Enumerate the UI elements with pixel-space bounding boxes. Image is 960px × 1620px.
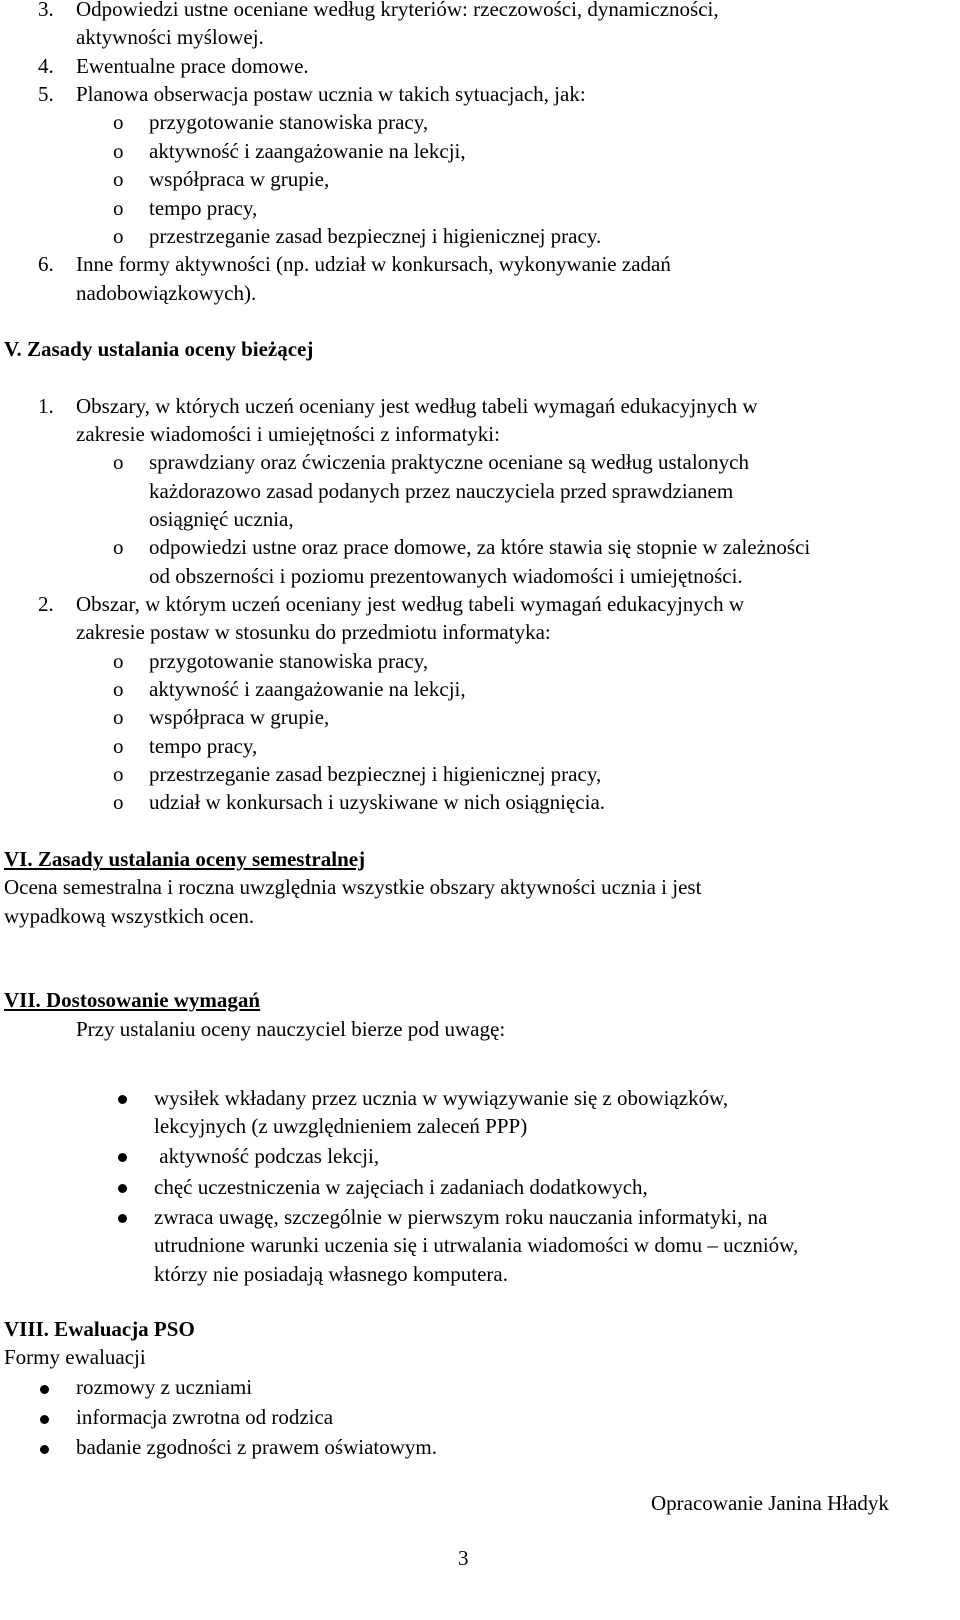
circle-marker: o bbox=[113, 224, 124, 248]
bullet-icon bbox=[118, 1153, 127, 1162]
bullet-item: wysiłek wkładany przez ucznia w wywiązywanie się z obowiązków, bbox=[154, 1086, 729, 1110]
list-number: 2. bbox=[38, 592, 54, 616]
circle-marker: o bbox=[113, 196, 124, 220]
section-heading: VI. Zasady ustalania oceny semestralnej bbox=[4, 847, 366, 871]
list-item-text: Odpowiedzi ustne oceniane według kryteriów: rzeczowości, dynamiczności, bbox=[76, 0, 719, 21]
list-item-text: Obszary, w których uczeń oceniany jest według tabeli wymagań edukacyjnych w bbox=[76, 394, 758, 418]
sub-list-item: przygotowanie stanowiska pracy, bbox=[149, 649, 429, 673]
sub-heading: Formy ewaluacji bbox=[4, 1345, 146, 1369]
list-item-text: nadobowiązkowych). bbox=[76, 281, 257, 305]
circle-marker: o bbox=[113, 450, 124, 474]
bullet-icon bbox=[118, 1184, 127, 1193]
sub-list-item: przestrzeganie zasad bezpiecznej i higienicznej pracy. bbox=[149, 224, 602, 248]
circle-marker: o bbox=[113, 535, 124, 559]
bullet-item: badanie zgodności z prawem oświatowym. bbox=[76, 1435, 437, 1459]
sub-list-item: tempo pracy, bbox=[149, 734, 258, 758]
author-signature: Opracowanie Janina Hładyk bbox=[651, 1491, 889, 1515]
list-number: 6. bbox=[38, 252, 54, 276]
bullet-item: informacja zwrotna od rodzica bbox=[76, 1405, 334, 1429]
section-heading: VII. Dostosowanie wymagań bbox=[4, 988, 261, 1012]
paragraph-line: Przy ustalaniu oceny nauczyciel bierze pod uwagę: bbox=[76, 1017, 506, 1041]
list-number: 5. bbox=[38, 82, 54, 106]
sub-list-item: tempo pracy, bbox=[149, 196, 258, 220]
bullet-icon bbox=[40, 1415, 49, 1424]
paragraph-line: Ocena semestralna i roczna uwzględnia wszystkie obszary aktywności ucznia i jest bbox=[4, 875, 702, 899]
list-item-text: Inne formy aktywności (np. udział w konkursach, wykonywanie zadań bbox=[76, 252, 671, 276]
circle-marker: o bbox=[113, 762, 124, 786]
bullet-item: lekcyjnych (z uwzględnieniem zaleceń PPP) bbox=[154, 1114, 528, 1138]
sub-list-item: przygotowanie stanowiska pracy, bbox=[149, 110, 429, 134]
list-item-text: zakresie wiadomości i umiejętności z informatyki: bbox=[76, 422, 500, 446]
bullet-item: utrudnione warunki uczenia się i utrwalania wiadomości w domu – uczniów, bbox=[154, 1233, 799, 1257]
circle-marker: o bbox=[113, 677, 124, 701]
circle-marker: o bbox=[113, 649, 124, 673]
circle-marker: o bbox=[113, 139, 124, 163]
circle-marker: o bbox=[113, 705, 124, 729]
sub-list-item: aktywność i zaangażowanie na lekcji, bbox=[149, 677, 466, 701]
sub-list-item: współpraca w grupie, bbox=[149, 705, 330, 729]
sub-list-item: każdorazowo zasad podanych przez nauczyciela przed sprawdzianem bbox=[149, 479, 734, 503]
bullet-item: chęć uczestniczenia w zajęciach i zadaniach dodatkowych, bbox=[154, 1175, 648, 1199]
sub-list-item: odpowiedzi ustne oraz prace domowe, za które stawia się stopnie w zależności bbox=[149, 535, 811, 559]
list-number: 1. bbox=[38, 394, 54, 418]
sub-list-item: osiągnięć ucznia, bbox=[149, 507, 294, 531]
bullet-icon bbox=[118, 1095, 127, 1104]
list-item-text: aktywności myślowej. bbox=[76, 25, 264, 49]
list-item-text: Obszar, w którym uczeń oceniany jest według tabeli wymagań edukacyjnych w bbox=[76, 592, 745, 616]
sub-list-item: od obszerności i poziomu prezentowanych wiadomości i umiejętności. bbox=[149, 564, 743, 588]
list-item-text: Planowa obserwacja postaw ucznia w takich sytuacjach, jak: bbox=[76, 82, 586, 106]
circle-marker: o bbox=[113, 734, 124, 758]
list-number: 3. bbox=[38, 0, 54, 21]
list-number: 4. bbox=[38, 54, 54, 78]
sub-list-item: przestrzeganie zasad bezpiecznej i higienicznej pracy, bbox=[149, 762, 602, 786]
circle-marker: o bbox=[113, 790, 124, 814]
bullet-item: zwraca uwagę, szczególnie w pierwszym roku nauczania informatyki, na bbox=[154, 1205, 768, 1229]
bullet-icon bbox=[118, 1214, 127, 1223]
section-heading: V. Zasady ustalania oceny bieżącej bbox=[4, 337, 314, 361]
circle-marker: o bbox=[113, 110, 124, 134]
sub-list-item: współpraca w grupie, bbox=[149, 167, 330, 191]
bullet-item: rozmowy z uczniami bbox=[76, 1375, 253, 1399]
sub-list-item: sprawdziany oraz ćwiczenia praktyczne oceniane są według ustalonych bbox=[149, 450, 749, 474]
section-heading: VIII. Ewaluacja PSO bbox=[4, 1317, 195, 1341]
bullet-item: aktywność podczas lekcji, bbox=[154, 1144, 380, 1168]
bullet-icon bbox=[40, 1385, 49, 1394]
sub-list-item: aktywność i zaangażowanie na lekcji, bbox=[149, 139, 466, 163]
paragraph-line: wypadkową wszystkich ocen. bbox=[4, 904, 255, 928]
bullet-item: którzy nie posiadają własnego komputera. bbox=[154, 1262, 508, 1286]
page-number: 3 bbox=[458, 1546, 469, 1570]
list-item-text: Ewentualne prace domowe. bbox=[76, 54, 309, 78]
bullet-icon bbox=[40, 1445, 49, 1454]
list-item-text: zakresie postaw w stosunku do przedmiotu informatyka: bbox=[76, 620, 551, 644]
circle-marker: o bbox=[113, 167, 124, 191]
sub-list-item: udział w konkursach i uzyskiwane w nich osiągnięcia. bbox=[149, 790, 606, 814]
